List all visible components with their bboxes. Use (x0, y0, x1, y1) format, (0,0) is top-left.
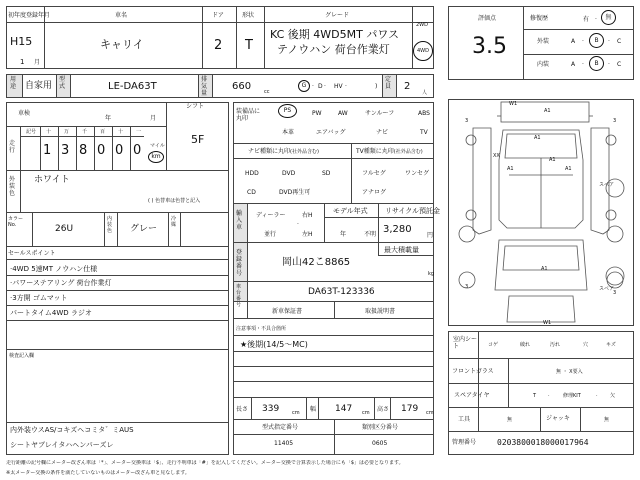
interior-color-label: 内装色 (107, 216, 113, 234)
diag-a1-roof: A1 (534, 135, 541, 141)
month-unit: 月 (34, 59, 41, 66)
seat-tear: 破れ (520, 342, 531, 348)
model: LE-DA63T (108, 81, 157, 92)
use-value: 自家用 (25, 81, 53, 91)
class-no: 0605 (372, 440, 388, 447)
recycle-value: 3,280 (383, 224, 412, 235)
first-reg-month: 1 (20, 58, 25, 66)
width-unit: cm (362, 410, 370, 416)
class-no-label: 類別区分番号 (362, 424, 399, 431)
import-label: 輸入車 (236, 210, 243, 231)
import-right-h: 右H (302, 212, 313, 219)
tv-analog: アナログ (362, 189, 387, 196)
manual-label: 取扱説明書 (365, 308, 396, 315)
footer-line-1: 走行距離の記号欄にメーター改ざん車は「*」、メーター交換車は「$」、走行不明車は「#」を記入してください。メーター交換で合算表示した場合にも「$」は必要となります。 (6, 460, 404, 466)
equip-leather: 本革 (282, 129, 295, 136)
remarks-label: 注意事項・不具合箇所 (236, 326, 287, 332)
height-unit: cm (426, 410, 434, 416)
mileage-header-cell: 記号 (26, 129, 37, 135)
first-reg-label: 初年度登録年月 (8, 12, 51, 19)
nav-dvd-play: DVD再生可 (279, 189, 311, 196)
shift-label: シフト (186, 103, 205, 110)
bottom-note-1: 内外装ウスAS/コキズヘコミタ゛ミAUS (10, 426, 134, 434)
glass-label: フロントガラス (452, 368, 494, 375)
diag-a1-left: A1 (507, 166, 514, 172)
doors: 2 (214, 38, 223, 53)
diag-a1-right: A1 (565, 166, 572, 172)
fuel-hv: HV (334, 83, 343, 90)
plate-label: 登録番号 (236, 249, 243, 277)
mileage-digit: 0 (133, 143, 142, 158)
jack-label: ジャッキ (546, 415, 570, 422)
capacity-label: 定員 (385, 76, 392, 90)
sales-point-1: ·4WD 5速MT ノウハン仕様 (10, 265, 98, 273)
tools-label: 工具 (458, 416, 471, 423)
seat-hole: 穴 (583, 342, 589, 348)
mileage-label: 走行 (9, 140, 16, 154)
new-car-warranty: 新車保証書 (272, 308, 303, 315)
mileage-header-cell: 十 (118, 129, 124, 135)
damage-diagram (448, 99, 634, 326)
import-parallel: 並行 (264, 231, 277, 238)
mile-unit: マイル (150, 143, 165, 149)
tools-value: 無 (507, 417, 513, 423)
model-year-unknown: 不明 (364, 231, 377, 238)
tv-title: TV種類に丸印(社外品含む) (356, 148, 423, 155)
repair-label: 修復歴 (530, 15, 549, 22)
mgmt-label: 管理番号 (452, 439, 477, 446)
mileage-header-cell: 十 (46, 129, 52, 135)
jack-value: 無 (604, 417, 610, 423)
width-label: 幅 (310, 406, 317, 413)
score-label: 評価点 (478, 15, 497, 22)
spare-repair-kit: 修理KIT (563, 393, 581, 399)
diag-bracket-3: 3 (465, 284, 469, 290)
maxload-label: 最大積載量 (384, 246, 419, 254)
interior-grade-label: 内装 (537, 61, 550, 68)
diag-w1-rear: W1 (543, 320, 552, 326)
equip-ps-circled: PS (278, 104, 297, 118)
carname-label: 車名 (115, 12, 128, 19)
interior-color: グレー (130, 224, 158, 234)
mileage-digit: 8 (79, 143, 88, 158)
sales-point-4: パートタイム4WD ラジオ (10, 309, 92, 317)
color-no-label: カラーNo. (8, 216, 24, 228)
cc-unit: cc (264, 89, 270, 95)
grade-line2: テノウハン 荷台作業灯 (277, 43, 390, 56)
spare-missing: 欠 (610, 393, 616, 399)
length-label: 長さ (236, 406, 249, 413)
model-year-unit: 年 (340, 231, 347, 238)
glass-value: 無 ・ X要入 (556, 369, 583, 375)
capacity: 2 (404, 81, 411, 92)
equip-sunroof: サンルーフ (365, 110, 395, 117)
model-label: 型式 (59, 76, 66, 90)
maxload-kg: kg (428, 271, 435, 277)
grade-line1: KC 後期 4WD5MT パワス (270, 28, 400, 41)
recycle-yen: 円 (427, 232, 434, 239)
color-no: 26U (55, 224, 74, 234)
chassis-label: 車台番号 (236, 284, 242, 308)
spare-tire-label: スペアタイヤ (454, 392, 490, 399)
sales-label: セールスポイント (8, 250, 56, 257)
sales-point-2: ·パワーステアリング 荷台作業灯 (10, 279, 112, 287)
chassis: DA63T-123336 (308, 287, 375, 297)
mileage-header-cell: 千 (82, 129, 88, 135)
mileage-digit: 0 (115, 143, 124, 158)
nav-hdd: HDD (245, 170, 259, 177)
height: 179 (401, 404, 419, 414)
diag-a1-top: A1 (544, 108, 551, 114)
fuel-g-circled: G (298, 80, 310, 92)
repair-yes: 有 (583, 16, 590, 23)
repair-no-circled: 無 (601, 10, 616, 25)
recycle-label: リサイクル預託金 (385, 207, 441, 215)
model-year-label: モデル年式 (333, 207, 368, 215)
shape: T (245, 38, 253, 53)
footer-line-2: ※太メーター交換の条件を満たしていないものはメーター改ざん車と見なします。 (6, 470, 190, 476)
tv-fullseg: フルセグ (362, 170, 386, 177)
refrigerant-label: 冷媒 (171, 216, 177, 228)
int-grade-c: C (617, 61, 622, 68)
carname: キャリイ (100, 38, 144, 51)
seat-scratch: キズ (606, 342, 616, 348)
ext-grade-c: C (617, 38, 622, 45)
doors-label: ドア (212, 12, 224, 19)
diag-a1-front: A1 (541, 266, 548, 272)
seat-dirt: 汚れ (550, 342, 561, 348)
equip-pw: PW (312, 110, 322, 117)
mileage-header-cell: 百 (100, 129, 106, 135)
diag-bracket-4: 3 (613, 290, 617, 296)
nav-title: ナビ種類に丸印(社外品含む) (248, 148, 319, 155)
import-left-h: 左H (302, 231, 313, 238)
score: 3.5 (472, 34, 507, 59)
import-dealer: ディーラー (256, 212, 286, 219)
nav-dvd: DVD (282, 170, 296, 177)
diag-w1-top: W1 (509, 101, 518, 107)
length: 339 (262, 404, 280, 414)
width: 147 (335, 404, 353, 414)
seat-burn: コゲ (488, 342, 499, 348)
use-label: 用途 (10, 76, 17, 90)
int-grade-b-circled: B (589, 56, 604, 71)
mileage-header-cell: 万 (64, 129, 70, 135)
diag-bracket-2: 3 (613, 118, 617, 124)
shape-label: 形状 (242, 12, 255, 19)
exterior-label: 外装色 (9, 176, 16, 197)
shift: 5F (191, 133, 205, 146)
mileage-digit: 3 (61, 143, 70, 158)
seat-label: 室内シート (453, 336, 478, 350)
diag-spare-bottom: スペア (599, 286, 615, 292)
diag-xx: XX (493, 153, 500, 159)
equip-label: 装備品に丸印 (236, 108, 261, 122)
drive-2wd: 2WD (416, 22, 428, 28)
exterior-grade-label: 外装 (537, 38, 550, 45)
remark-1: ★後期(14/5〜MC) (240, 340, 308, 349)
person-unit: 人 (422, 90, 428, 96)
type-cert-label: 型式指定番号 (262, 424, 299, 431)
equip-aw: AW (338, 110, 348, 117)
spare-t: T (533, 393, 537, 399)
insp-year-unit: 年 (105, 115, 112, 122)
mileage-header-cell: 一 (136, 129, 142, 135)
km-unit-circled: km (148, 151, 164, 163)
mgmt-value: 0203800018000017964 (497, 438, 589, 447)
equip-airbag: エアバッグ (316, 129, 346, 136)
inspection-notes-label: 検査記入欄 (9, 353, 35, 359)
first-reg-year: H15 (10, 35, 33, 48)
fuel-d: D (318, 83, 323, 90)
mileage-digit: 0 (97, 143, 106, 158)
bottom-note-2: シートヤブレイタハヘンパーズレ (10, 441, 114, 449)
diag-bracket-1: 3 (465, 118, 469, 124)
equip-navi: ナビ (376, 129, 389, 136)
insp-month-unit: 月 (150, 115, 157, 122)
int-grade-a: A (571, 61, 576, 68)
color-change-note: ( ) 色替車は色替と記入 (148, 198, 201, 204)
diag-spare-top: スペア (599, 182, 615, 188)
inspection-label: 車検 (18, 110, 31, 117)
drive-4wd-circled: 4WD (413, 41, 433, 61)
type-cert: 11405 (274, 440, 294, 447)
nav-cd: CD (247, 189, 256, 196)
length-unit: cm (292, 410, 300, 416)
nav-sd: SD (322, 170, 331, 177)
exterior-color: ホワイト (34, 175, 70, 185)
equip-tv: TV (420, 129, 428, 136)
disp-label: 排気量 (201, 76, 208, 97)
sales-point-3: ·3方開 ゴムマット (10, 294, 68, 302)
diag-a1-mid: A1 (549, 157, 556, 163)
displacement: 660 (232, 81, 252, 92)
equip-abs: ABS (418, 110, 430, 117)
ext-grade-a: A (571, 38, 576, 45)
plate: 岡山42こ8865 (282, 257, 351, 268)
tv-oneseg: ワンセグ (405, 170, 430, 177)
height-label: 高さ (377, 406, 390, 413)
mileage-digit: 1 (43, 143, 52, 158)
grade-label: グレード (325, 12, 350, 19)
ext-grade-b-circled: B (589, 33, 604, 48)
